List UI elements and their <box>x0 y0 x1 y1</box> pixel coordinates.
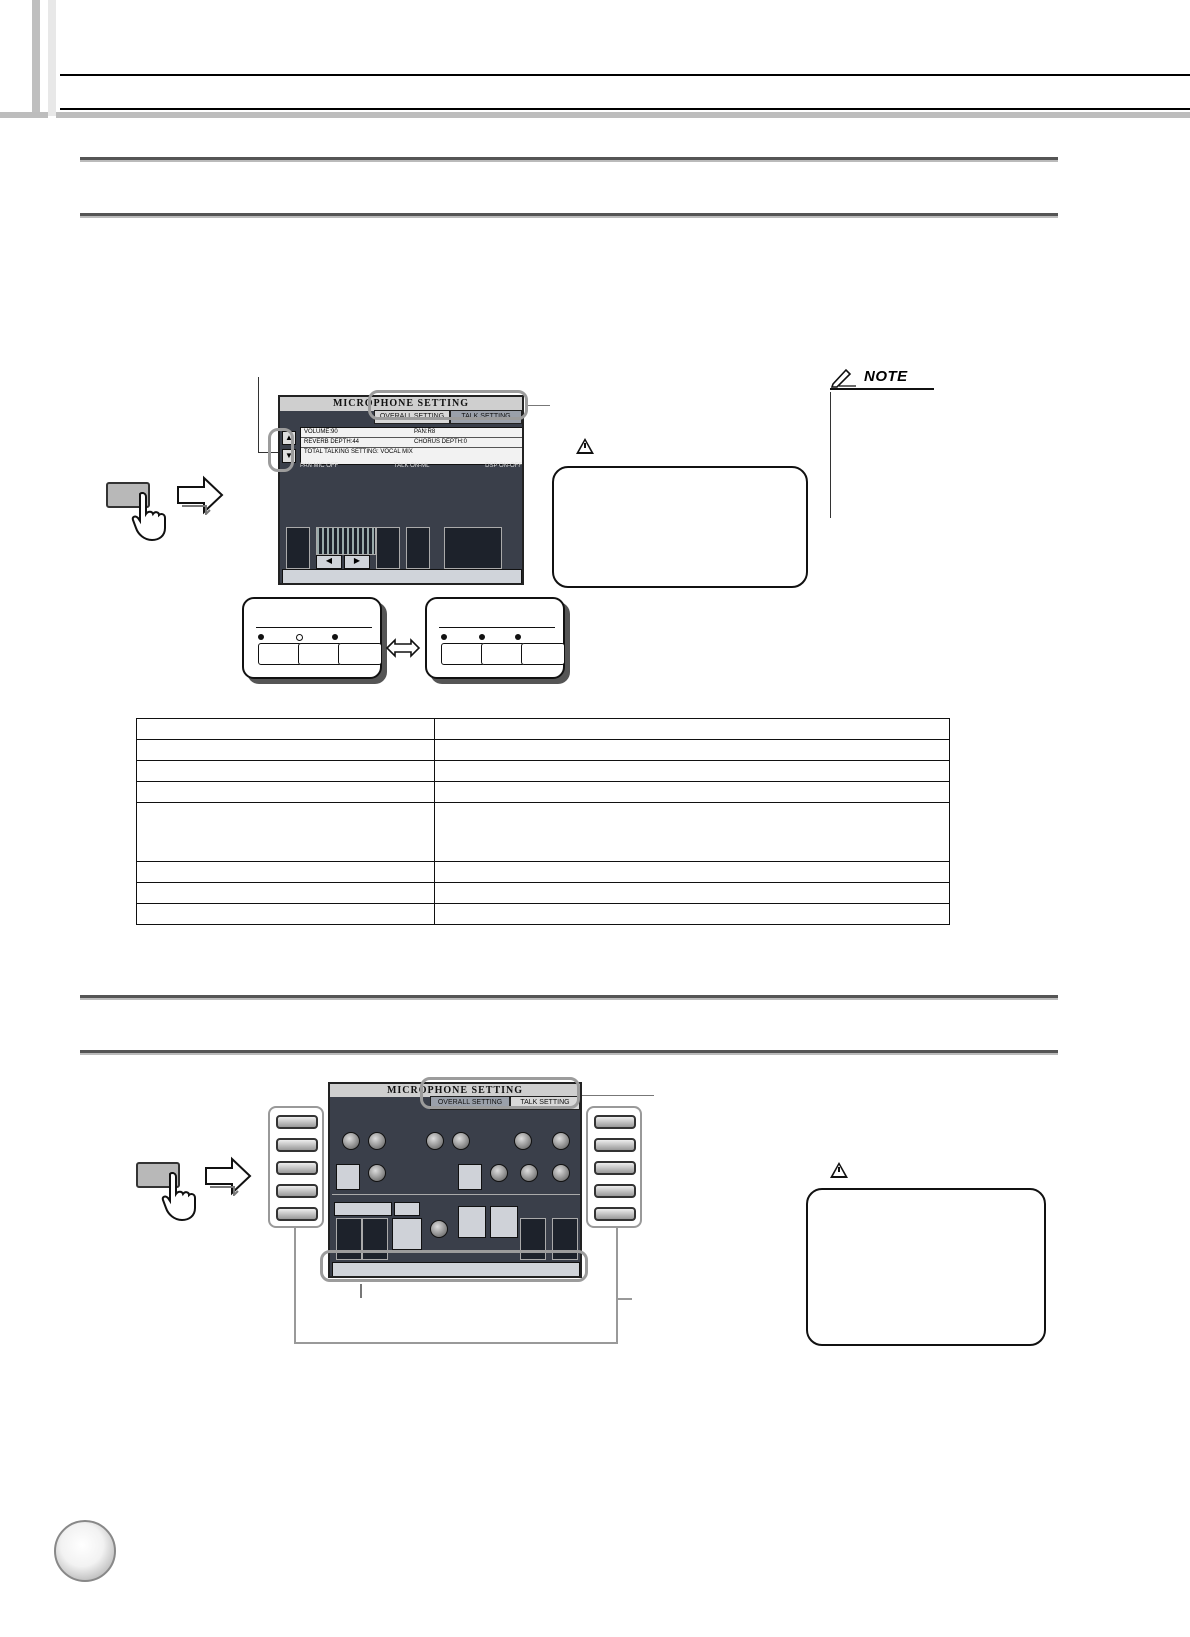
header-rule-bottom <box>60 108 1190 110</box>
arrow-right-icon <box>204 1156 252 1196</box>
slider-attenuator[interactable] <box>444 527 502 569</box>
table-cell <box>435 719 950 740</box>
note-header <box>830 366 934 390</box>
side-button-g[interactable] <box>594 1138 636 1152</box>
table-row <box>137 883 950 904</box>
screen-overall-setting <box>278 395 524 585</box>
knob[interactable] <box>552 1164 570 1182</box>
side-button-j[interactable] <box>594 1207 636 1221</box>
table-row <box>137 782 950 803</box>
side-button-d[interactable] <box>276 1184 318 1198</box>
table-cell <box>435 904 950 925</box>
knob[interactable] <box>514 1132 532 1150</box>
side-button-i[interactable] <box>594 1184 636 1198</box>
double-arrow-icon <box>385 638 421 658</box>
side-button-e[interactable] <box>276 1207 318 1221</box>
lamp-on <box>332 634 338 640</box>
slider-volume[interactable] <box>286 527 310 569</box>
table-row <box>137 761 950 782</box>
header-left-bar <box>0 0 40 116</box>
knob[interactable] <box>490 1164 508 1182</box>
screen-list <box>300 427 524 465</box>
table-cell <box>435 803 950 862</box>
knob[interactable] <box>342 1132 360 1150</box>
tab-talk-setting[interactable]: TALK SETTING <box>450 410 522 424</box>
callout-line-left <box>258 377 259 452</box>
lamp-key[interactable] <box>258 643 302 665</box>
scroll-buttons-highlight <box>268 428 294 472</box>
header-left-bar-inner <box>48 0 56 116</box>
page-number-tab <box>54 1520 116 1582</box>
list-item[interactable]: REVERB DEPTH:44 <box>304 439 360 445</box>
lamp-key[interactable] <box>441 643 485 665</box>
setting-field[interactable] <box>394 1202 420 1216</box>
knob[interactable] <box>368 1164 386 1182</box>
parameter-table <box>136 718 950 925</box>
section2-rule-bottom <box>80 1050 1058 1055</box>
footer-right: DSP ON-OFF <box>485 463 522 469</box>
screen-footer <box>300 463 522 473</box>
table-cell <box>137 862 435 883</box>
list-item[interactable]: VOLUME:90 <box>304 429 338 435</box>
footer-left: PAN MIC OFF <box>300 463 339 469</box>
side-button-b[interactable] <box>276 1138 318 1152</box>
table-cell <box>137 719 435 740</box>
table-row <box>137 719 950 740</box>
screen-divider <box>332 1194 580 1195</box>
side-button-c[interactable] <box>276 1161 318 1175</box>
lamp-key[interactable] <box>298 643 342 665</box>
table-cell <box>435 740 950 761</box>
lamp-key[interactable] <box>481 643 525 665</box>
lower-bracket <box>294 1228 618 1344</box>
side-button-a[interactable] <box>276 1115 318 1129</box>
setting-field[interactable] <box>334 1202 392 1216</box>
table-cell <box>137 883 435 904</box>
table-cell <box>435 782 950 803</box>
tabs-highlight <box>368 390 528 420</box>
knob[interactable] <box>368 1132 386 1150</box>
list-item[interactable]: PAN:R8 <box>414 429 436 435</box>
side-button-f[interactable] <box>594 1115 636 1129</box>
callout-line-tabs <box>582 1095 654 1096</box>
toggle[interactable] <box>458 1164 482 1190</box>
lamp-card-right <box>425 597 565 679</box>
lamp-key[interactable] <box>521 643 565 665</box>
slider-chorus[interactable] <box>406 527 430 569</box>
scroll-down-icon[interactable]: ▼ <box>282 449 296 463</box>
screen-title: MICROPHONE SETTING <box>280 397 522 411</box>
header-rule-shade-left <box>0 112 48 118</box>
knob[interactable] <box>520 1164 538 1182</box>
table-row <box>137 862 950 883</box>
table-cell <box>137 904 435 925</box>
table-cell <box>137 761 435 782</box>
lamp-on <box>479 634 485 640</box>
warning-icon <box>576 438 594 454</box>
table-cell <box>435 883 950 904</box>
warning-icon <box>830 1162 848 1178</box>
hand-press-icon <box>160 1172 208 1222</box>
callout-line-bottom <box>360 1284 362 1298</box>
lamp-card-rule <box>256 627 372 628</box>
table-row <box>137 740 950 761</box>
pan-left-icon[interactable]: ◀ <box>316 555 342 569</box>
lamp-off <box>296 634 303 641</box>
slider-reverb[interactable] <box>376 527 400 569</box>
header-rule-top <box>60 74 1190 76</box>
table-cell <box>137 740 435 761</box>
table-cell <box>435 862 950 883</box>
table-row <box>137 803 950 862</box>
knob[interactable] <box>552 1132 570 1150</box>
section2-rule-top <box>80 995 1058 1000</box>
lamp-card-rule <box>439 627 555 628</box>
list-item[interactable]: CHORUS DEPTH:0 <box>414 439 468 445</box>
tab-talk-setting[interactable]: TALK SETTING <box>510 1096 580 1110</box>
lamp-on <box>515 634 521 640</box>
warning-box-2 <box>806 1188 1046 1346</box>
lamp-key[interactable] <box>338 643 382 665</box>
tab-overall-setting[interactable]: OVERALL SETTING <box>430 1096 510 1110</box>
knob[interactable] <box>426 1132 444 1150</box>
note-rule <box>830 392 831 518</box>
table-row <box>137 904 950 925</box>
toggle[interactable] <box>336 1164 360 1190</box>
slider-pan[interactable] <box>316 527 376 555</box>
table-cell <box>137 782 435 803</box>
table-cell <box>137 803 435 862</box>
warning-box <box>552 466 808 588</box>
section1-rule-bottom <box>80 213 1058 218</box>
callout-line-right <box>528 405 550 406</box>
callout-line-right-2 <box>618 1298 632 1300</box>
section1-rule-top <box>80 157 1058 162</box>
screen-bottom-buttons[interactable] <box>282 569 522 585</box>
arrow-right-icon <box>176 475 224 515</box>
footer-mid: TALK ON-ML <box>393 463 430 469</box>
pan-right-icon[interactable]: ▶ <box>344 555 370 569</box>
table-cell <box>435 761 950 782</box>
lamp-on <box>441 634 447 640</box>
note-pencil-icon <box>830 366 858 388</box>
side-button-h[interactable] <box>594 1161 636 1175</box>
hand-press-icon <box>130 492 178 542</box>
list-item[interactable]: TOTAL TALKING SETTING: VOCAL MIX <box>304 449 413 455</box>
scroll-up-icon[interactable]: ▲ <box>282 431 296 445</box>
screen-title: MICROPHONE SETTING <box>330 1084 580 1097</box>
tabs-highlight-2 <box>420 1077 580 1109</box>
tab-overall-setting[interactable]: OVERALL SETTING <box>374 410 450 424</box>
lamp-card-left <box>242 597 382 679</box>
lamp-on <box>258 634 264 640</box>
header-rule-shade <box>56 112 1190 118</box>
knob[interactable] <box>452 1132 470 1150</box>
note-label: NOTE <box>864 368 908 385</box>
